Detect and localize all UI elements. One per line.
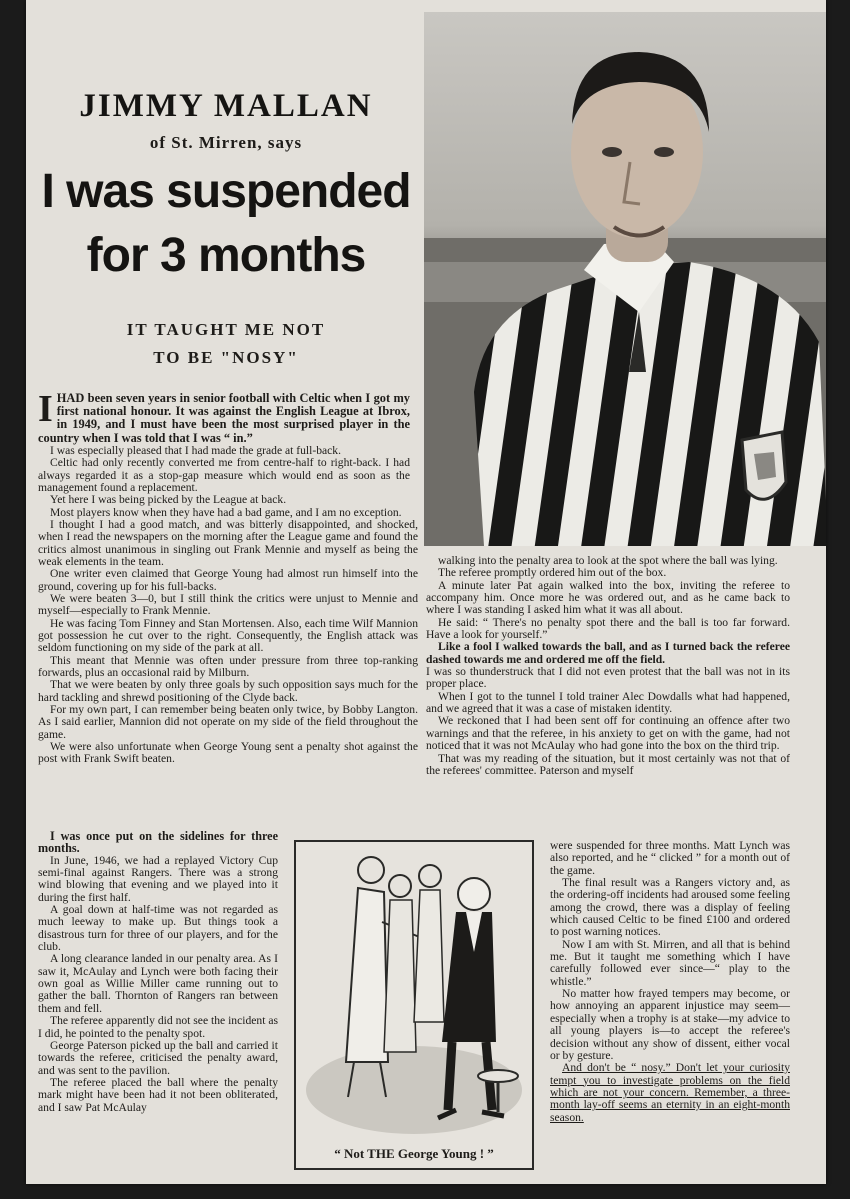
paragraph: Now I am with St. Mirren, and all that is behind me. But it taught me something which I have carefully followed ever since—“ play to the whistle.” bbox=[550, 937, 790, 988]
paragraph: A minute later Pat again walked into the box, inviting the referee to accompany him. Once more he was ordered out, and as he came back to where I was standing I asked him what it was all about. bbox=[426, 578, 790, 617]
paragraph: I thought I had a good match, and was bitterly disappointed, and shocked, when I read the newspapers on the morning after the League game and found the critics almost unanimous in singling out Frank Mennie and myself as being the weak elements in the team. bbox=[38, 517, 418, 568]
paragraph: walking into the penalty area to look at the spot where the ball was lying. bbox=[438, 554, 778, 567]
paragraph: The referee apparently did not see the incident as I did, he pointed to the penalty spot. bbox=[38, 1014, 278, 1040]
paragraph: The final result was a Rangers victory and, as the ordering-off incidents had aroused some feeling among the crowd, there was a display of feeling which caused Celtic to be fined £100 and ordered to post warning notices. bbox=[550, 876, 790, 939]
closing-paragraph: And don't be “ nosy.” Don't let your curiosity tempt you to investigate problems on the field which are not your concern. Remember, a three-month lay-off seems an eternity in an eight-month season. bbox=[550, 1061, 790, 1124]
subheadline-line-1: IT TAUGHT ME NOT bbox=[126, 320, 326, 339]
paragraph: We were also unfortunate when George Young sent a penalty shot against the post with Frank Swift beaten. bbox=[38, 740, 418, 766]
paragraph: were suspended for three months. Matt Lynch was also reported, and he “ clicked ” for a month out of the game. bbox=[550, 839, 790, 877]
article-column-1b bbox=[38, 830, 278, 1114]
subheadline bbox=[40, 316, 412, 372]
paragraph: I was so thunderstruck that I did not even protest that the ball was not in its proper place. bbox=[426, 665, 790, 691]
cartoon-drawing bbox=[296, 842, 532, 1168]
lead-text: HAD been seven years in senior football with Celtic when I got my first national honour. It was against the English League at Ibrox, in 1949, and I must have been the most surprised player in the country when I was told that I was “ in.” bbox=[38, 391, 410, 445]
subheadline-line-2: TO BE "NOSY" bbox=[153, 348, 299, 367]
headline bbox=[32, 160, 420, 288]
article-column-3 bbox=[550, 840, 790, 1124]
cartoon-caption: “ Not THE George Young ! ” bbox=[334, 1146, 494, 1161]
paragraph: George Paterson picked up the ball and carried it towards the referee, criticised the penalty award, and was sent to the pavilion. bbox=[38, 1038, 278, 1077]
paragraph: We were beaten 3—0, but I still think the critics were unjust to Mennie and myself—especially to Frank Mennie. bbox=[38, 591, 418, 618]
paragraph: Yet here I was being picked by the League at back. bbox=[50, 493, 287, 507]
paragraph: When I got to the tunnel I told trainer Alec Dowdalls what had happened, and we agreed that it was a case of mistaken identity. bbox=[426, 689, 790, 716]
magazine-page bbox=[26, 0, 826, 1184]
paragraph: We reckoned that I had been sent off for continuing an offence after two warnings and that the referee, in his anxiety to get on with the game, had not noticed that it was not McAulay who had gone into the box on the third trip. bbox=[426, 714, 790, 753]
bold-paragraph: Like a fool I walked towards the ball, and as I turned back the referee dashed towards me and ordered me off the field. bbox=[426, 640, 790, 666]
paragraph: No matter how frayed tempers may become, or how annoying an apparent injustice may seem—especially when a trophy is at stake—my advice to all young players is—to accept the referee's decision without any show of dissent, either vocal or by gesture. bbox=[550, 987, 790, 1062]
article-column-2 bbox=[426, 555, 790, 777]
headline-line-1: I was suspended bbox=[41, 165, 411, 218]
paragraph: He was facing Tom Finney and Stan Mortensen. Also, each time Wilf Mannion got possession he cut over to the right. Consequently, the English attack was seldom functioning on my side of the park at all. bbox=[38, 616, 418, 655]
paragraph: Celtic had only recently converted me from centre-half to right-back. I had always regarded it as a stop-gap measure which would end as soon as the management found a replacement. bbox=[38, 456, 410, 494]
paragraph: For my own part, I can remember being beaten only twice, by Bobby Langton. As I said earlier, Mannion did not operate on my side of the field throughout the game. bbox=[38, 703, 418, 741]
player-photo-drawing bbox=[424, 12, 826, 546]
paragraph: One writer even claimed that George Young had almost run himself into the ground, covering up for his full-backs. bbox=[38, 567, 418, 593]
paragraph: I was especially pleased that I had made the grade at full-back. bbox=[50, 443, 342, 457]
paragraph: He said: “ There's no penalty spot there and the ball is too far forward. Have a look for yourself.” bbox=[426, 615, 790, 642]
drop-cap: I bbox=[38, 388, 53, 430]
paragraph: The referee promptly ordered him out of the box. bbox=[438, 566, 667, 580]
paragraph: That we were beaten by only three goals by such opposition says much for the hard tackling and shrewd positioning of the Clyde back. bbox=[38, 678, 418, 704]
section-subhead: I was once put on the sidelines for three months. bbox=[38, 829, 278, 856]
paragraph: In June, 1946, we had a replayed Victory Cup semi-final against Rangers. There was a strong wind blowing that evening and we played into it during the first half. bbox=[38, 853, 278, 904]
lead-paragraph bbox=[38, 388, 410, 445]
player-name-heading: JIMMY MALLAN bbox=[79, 88, 373, 124]
club-line: of St. Mirren, says bbox=[149, 133, 303, 152]
paragraph: Most players know when they have had a bad game, and I am no exception. bbox=[50, 505, 402, 519]
paragraph: A goal down at half-time was not regarded as much leeway to make up. But things took a disastrous turn for three of our players, and for the club. bbox=[38, 903, 278, 954]
headline-line-2: for 3 months bbox=[86, 229, 366, 282]
paragraph: The referee placed the ball where the penalty mark might have been had it not been obliterated, and I saw Pat McAulay bbox=[38, 1075, 278, 1114]
player-photo bbox=[424, 12, 826, 546]
paragraph: A long clearance landed in our penalty area. As I saw it, McAulay and Lynch were both facing their own goal as Willie Miller came running out to gather the ball. Thornton of Rangers ran between them and fell. bbox=[38, 952, 278, 1015]
article-column-1 bbox=[38, 388, 418, 766]
cartoon bbox=[294, 840, 534, 1170]
paragraph: That was my reading of the situation, but it most certainly was not that of the referees' committee. Paterson and myself bbox=[426, 751, 790, 777]
paragraph: This meant that Mennie was often under pressure from three top-ranking forwards, plus an occasional raid by Milburn. bbox=[38, 653, 418, 679]
